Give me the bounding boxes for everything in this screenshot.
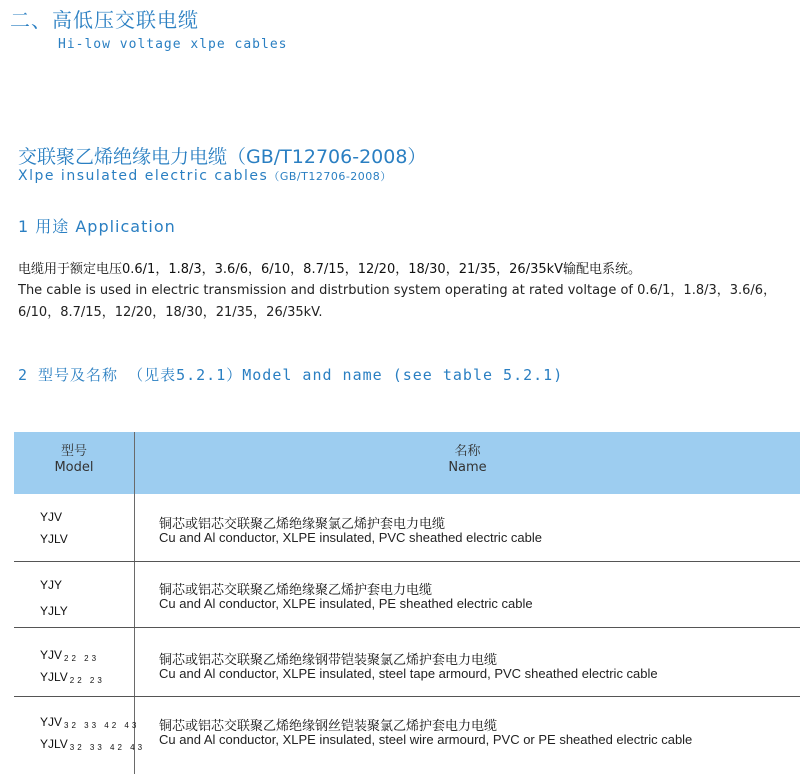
standard-subtitle-code: （GB/T12706-2008） — [268, 170, 392, 183]
model-cell — [40, 576, 70, 624]
model-code-cu: YJY — [40, 578, 63, 592]
name-cn: 铜芯或铝芯交联聚乙烯绝缘钢丝铠装聚氯乙烯护套电力电缆 — [159, 719, 498, 734]
model-table — [14, 432, 800, 774]
model-code-cu: YJV — [40, 715, 63, 729]
standard-subtitle-text: Xlpe insulated electric cables — [18, 168, 269, 184]
application-heading: 1 用途 Application — [18, 217, 176, 236]
name-en: Cu and Al conductor, XLPE insulated, PE sheathed electric cable — [159, 596, 533, 611]
header-model-cn: 型号 — [60, 444, 87, 459]
model-code-cu: YJV — [40, 648, 63, 662]
header-name-en: Name — [448, 460, 487, 475]
header-name — [135, 444, 800, 476]
model-cell — [40, 713, 145, 757]
application-text-en: The cable is used in electric transmission and distrbution system operating at rated voltage of 0.6/1，1.8/3，3.6/6，6/10，8.7/15，12/20，18/30，21/35，26/35kV. — [18, 283, 777, 320]
name-en: Cu and Al conductor, XLPE insulated, steel tape armourd, PVC sheathed electric cable — [159, 666, 658, 681]
model-heading: 2 型号及名称 （见表5.2.1）Model and name (see table 5.2.1) — [18, 366, 564, 384]
model-suffix: 22 23 — [69, 676, 105, 685]
table-row — [14, 562, 800, 626]
model-code-al: YJLV — [40, 670, 68, 684]
table-row — [14, 628, 800, 696]
model-code-al: YJLV — [40, 737, 68, 751]
name-cn: 铜芯或铝芯交联聚乙烯绝缘聚氯乙烯护套电力电缆 — [159, 517, 446, 532]
model-cell — [40, 646, 105, 690]
model-suffix: 22 23 — [64, 654, 100, 663]
model-cell — [40, 508, 70, 552]
table-row — [14, 697, 800, 774]
section-title: 二、高低压交联电缆 — [10, 8, 199, 32]
standard-subtitle — [18, 168, 392, 184]
model-code-al: YJLV — [40, 532, 68, 546]
name-cn: 铜芯或铝芯交联聚乙烯绝缘聚乙烯护套电力电缆 — [159, 583, 433, 598]
model-suffix: 32 33 42 43 — [69, 743, 146, 752]
standard-title: 交联聚乙烯绝缘电力电缆（GB/T12706-2008） — [18, 146, 427, 168]
model-suffix: 32 33 42 43 — [64, 721, 140, 730]
table-row — [14, 494, 800, 561]
model-code — [40, 530, 70, 552]
model-code-al: YJLY — [40, 604, 68, 618]
section-subtitle: Hi-low voltage xlpe cables — [58, 37, 288, 52]
header-model — [14, 444, 134, 476]
name-en: Cu and Al conductor, XLPE insulated, PVC sheathed electric cable — [159, 530, 543, 545]
application-text-cn: 电缆用于额定电压0.6/1，1.8/3，3.6/6，6/10，8.7/15，12/20，18/30，21/35，26/35kV输配电系统。 — [18, 262, 642, 277]
model-code — [40, 508, 70, 530]
name-en: Cu and Al conductor, XLPE insulated, steel wire armourd, PVC or PE sheathed electric cable — [159, 732, 693, 747]
header-name-cn: 名称 — [454, 444, 481, 459]
name-cn: 铜芯或铝芯交联聚乙烯绝缘钢带铠装聚氯乙烯护套电力电缆 — [159, 653, 498, 668]
model-code-cu: YJV — [40, 510, 63, 524]
header-model-en: Model — [54, 460, 94, 475]
